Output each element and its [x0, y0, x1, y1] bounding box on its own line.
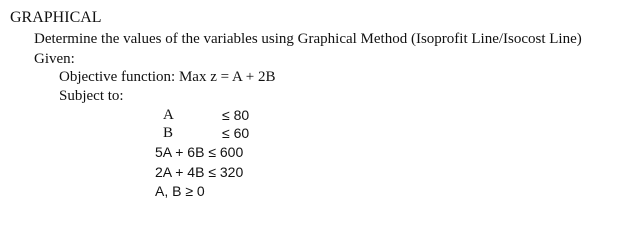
constraint-2-variable: B	[163, 125, 174, 141]
constraint-2-bound: ≤ 60	[222, 125, 250, 141]
constraint-1-bound: ≤ 80	[222, 107, 250, 123]
subject-to-label: Subject to:	[59, 88, 124, 104]
non-negativity-constraint: A, B ≥ 0	[155, 183, 205, 199]
problem-instruction: Determine the values of the variables using Graphical Method (Isoprofit Line/Isocost Line)	[34, 31, 582, 47]
constraint-4: 2A + 4B ≤ 320	[155, 164, 244, 180]
constraint-1-variable: A	[163, 107, 174, 123]
section-title: GRAPHICAL	[10, 9, 102, 26]
given-label: Given:	[34, 51, 75, 67]
objective-function: Objective function: Max z = A + 2B	[59, 69, 276, 85]
constraint-3: 5A + 6B ≤ 600	[155, 144, 244, 160]
